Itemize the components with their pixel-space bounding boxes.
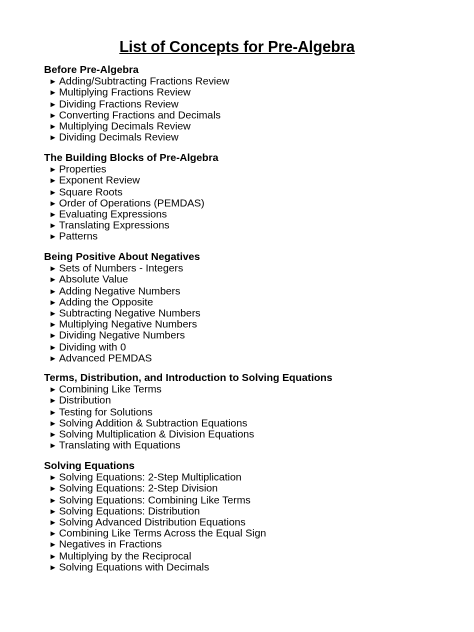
list-item	[49, 551, 444, 562]
list-item-text: Testing for Solutions	[59, 407, 153, 419]
list-item	[49, 76, 444, 87]
arrow-bullet-icon: ►	[49, 88, 57, 98]
concept-list	[44, 472, 444, 573]
arrow-bullet-icon: ►	[49, 133, 57, 143]
section-before-pre-algebra	[44, 65, 444, 143]
list-item-text: Solving Advanced Distribution Equations	[59, 517, 246, 529]
list-item	[49, 110, 444, 121]
arrow-bullet-icon: ►	[49, 121, 57, 131]
arrow-bullet-icon: ►	[49, 396, 57, 406]
arrow-bullet-icon: ►	[49, 484, 57, 494]
arrow-bullet-icon: ►	[49, 297, 57, 307]
list-item-text: Multiplying Decimals Review	[59, 121, 191, 133]
arrow-bullet-icon: ►	[49, 517, 57, 527]
arrow-bullet-icon: ►	[49, 331, 57, 341]
list-item	[49, 429, 444, 440]
list-item-text: Negatives in Fractions	[59, 539, 162, 551]
list-item-text: Properties	[59, 164, 107, 176]
list-item-text: Absolute Value	[59, 274, 129, 286]
list-item	[49, 342, 444, 353]
list-item-text: Combining Like Terms	[59, 384, 162, 396]
list-item	[49, 495, 444, 506]
list-item	[49, 175, 444, 186]
list-item	[49, 99, 444, 110]
arrow-bullet-icon: ►	[49, 529, 57, 539]
list-item	[49, 418, 444, 429]
arrow-bullet-icon: ►	[49, 473, 57, 483]
arrow-bullet-icon: ►	[49, 418, 57, 428]
list-item-text: Order of Operations (PEMDAS)	[59, 198, 205, 210]
section-heading: Before Pre-Algebra	[44, 65, 139, 76]
list-item-text: Adding/Subtracting Fractions Review	[59, 76, 230, 88]
list-item-text: Solving Equations: Combining Like Terms	[59, 495, 251, 507]
list-item-text: Combining Like Terms Across the Equal Sign	[59, 528, 267, 540]
arrow-bullet-icon: ►	[49, 77, 57, 87]
arrow-bullet-icon: ►	[49, 353, 57, 363]
list-item-text: Square Roots	[59, 187, 123, 199]
list-item	[49, 384, 444, 395]
list-item	[49, 297, 444, 308]
arrow-bullet-icon: ►	[49, 275, 57, 285]
list-item	[49, 198, 444, 209]
section-negatives	[44, 252, 444, 364]
arrow-bullet-icon: ►	[49, 232, 57, 242]
list-item-text: Solving Multiplication & Division Equations	[59, 429, 255, 441]
list-item-text: Patterns	[59, 231, 98, 243]
list-item-text: Translating with Equations	[59, 440, 181, 452]
list-item	[49, 121, 444, 132]
list-item	[49, 472, 444, 483]
list-item-text: Multiplying by the Reciprocal	[59, 551, 192, 562]
list-item-text: Converting Fractions and Decimals	[59, 110, 221, 122]
list-item	[49, 330, 444, 341]
arrow-bullet-icon: ►	[49, 407, 57, 417]
list-item-text: Solving Addition & Subtraction Equations	[59, 418, 248, 430]
concept-list	[44, 384, 444, 451]
list-item	[49, 164, 444, 175]
list-item	[49, 440, 444, 451]
list-item	[49, 220, 444, 231]
list-item	[49, 517, 444, 528]
list-item-text: Sets of Numbers - Integers	[59, 263, 184, 275]
list-item-text: Multiplying Fractions Review	[59, 87, 191, 99]
list-item-text: Adding the Opposite	[59, 297, 154, 309]
list-item	[49, 132, 444, 143]
arrow-bullet-icon: ►	[49, 264, 57, 274]
arrow-bullet-icon: ►	[49, 495, 57, 505]
list-item-text: Distribution	[59, 395, 111, 407]
section-heading: Terms, Distribution, and Introduction to Solving Equations	[44, 373, 333, 384]
section-building-blocks	[44, 153, 444, 243]
section-heading: The Building Blocks of Pre-Algebra	[44, 153, 219, 164]
arrow-bullet-icon: ►	[49, 176, 57, 186]
list-item	[49, 308, 444, 319]
list-item-text: Dividing with 0	[59, 342, 126, 353]
arrow-bullet-icon: ►	[49, 165, 57, 175]
arrow-bullet-icon: ►	[49, 385, 57, 395]
list-item-text: Solving Equations: 2-Step Division	[59, 483, 218, 495]
concept-list	[44, 263, 444, 364]
arrow-bullet-icon: ►	[49, 562, 57, 572]
list-item-text: Multiplying Negative Numbers	[59, 319, 198, 331]
list-item	[49, 274, 444, 285]
section-solving-equations	[44, 461, 444, 573]
arrow-bullet-icon: ►	[49, 187, 57, 197]
arrow-bullet-icon: ►	[49, 342, 57, 352]
list-item	[49, 286, 444, 297]
arrow-bullet-icon: ►	[49, 110, 57, 120]
list-item	[49, 562, 444, 573]
list-item	[49, 353, 444, 364]
list-item	[49, 263, 444, 274]
document-title: List of Concepts for Pre-Algebra	[119, 39, 355, 56]
list-item	[49, 539, 444, 550]
arrow-bullet-icon: ►	[49, 308, 57, 318]
arrow-bullet-icon: ►	[49, 99, 57, 109]
arrow-bullet-icon: ►	[49, 429, 57, 439]
arrow-bullet-icon: ►	[49, 221, 57, 231]
arrow-bullet-icon: ►	[49, 209, 57, 219]
arrow-bullet-icon: ►	[49, 506, 57, 516]
list-item-text: Dividing Negative Numbers	[59, 330, 185, 342]
list-item-text: Dividing Decimals Review	[59, 132, 179, 144]
list-item-text: Exponent Review	[59, 175, 140, 187]
list-item	[49, 528, 444, 539]
list-item	[49, 319, 444, 330]
arrow-bullet-icon: ►	[49, 551, 57, 561]
arrow-bullet-icon: ►	[49, 320, 57, 330]
arrow-bullet-icon: ►	[49, 540, 57, 550]
list-item	[49, 187, 444, 198]
list-item-text: Solving Equations: Distribution	[59, 506, 200, 518]
section-terms-distribution	[44, 373, 444, 451]
list-item-text: Solving Equations with Decimals	[59, 562, 210, 574]
list-item-text: Dividing Fractions Review	[59, 99, 179, 111]
list-item	[49, 231, 444, 242]
concept-list	[44, 164, 444, 242]
section-heading: Solving Equations	[44, 461, 135, 472]
list-item	[49, 87, 444, 98]
list-item-text: Adding Negative Numbers	[59, 286, 181, 298]
list-item	[49, 209, 444, 220]
concept-list	[44, 76, 444, 143]
list-item-text: Translating Expressions	[59, 220, 170, 232]
list-item-text: Solving Equations: 2-Step Multiplication	[59, 472, 242, 484]
arrow-bullet-icon: ►	[49, 198, 57, 208]
list-item	[49, 395, 444, 406]
list-item	[49, 506, 444, 517]
list-item-text: Evaluating Expressions	[59, 209, 168, 221]
list-item-text: Advanced PEMDAS	[59, 353, 152, 365]
list-item-text: Subtracting Negative Numbers	[59, 308, 201, 320]
list-item	[49, 407, 444, 418]
list-item	[49, 483, 444, 494]
arrow-bullet-icon: ►	[49, 441, 57, 451]
arrow-bullet-icon: ►	[49, 286, 57, 296]
section-heading: Being Positive About Negatives	[44, 252, 201, 263]
